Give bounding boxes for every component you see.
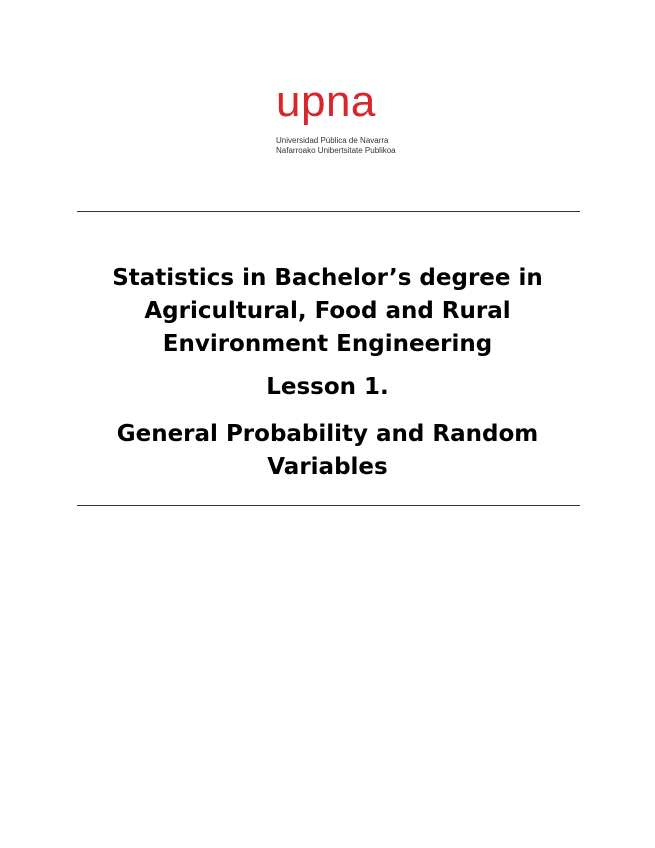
lesson-number: Lesson 1.: [266, 374, 389, 400]
lesson-subject: General Probability and Random Variables: [116, 421, 539, 480]
course-title: Statistics in Bachelor’s degree in Agricultural, Food and Rural Environment Engineering: [112, 265, 543, 357]
university-logo: [276, 77, 416, 156]
logo-university-name-es: Universidad Pública de Navarra: [276, 136, 389, 145]
title-block: [60, 262, 595, 484]
top-divider: [77, 211, 580, 212]
logo-wordmark: upna: [276, 77, 376, 126]
logo-university-name-eu: Nafarroako Unibertsitate Publikoa: [276, 146, 396, 155]
bottom-divider: [77, 505, 580, 506]
